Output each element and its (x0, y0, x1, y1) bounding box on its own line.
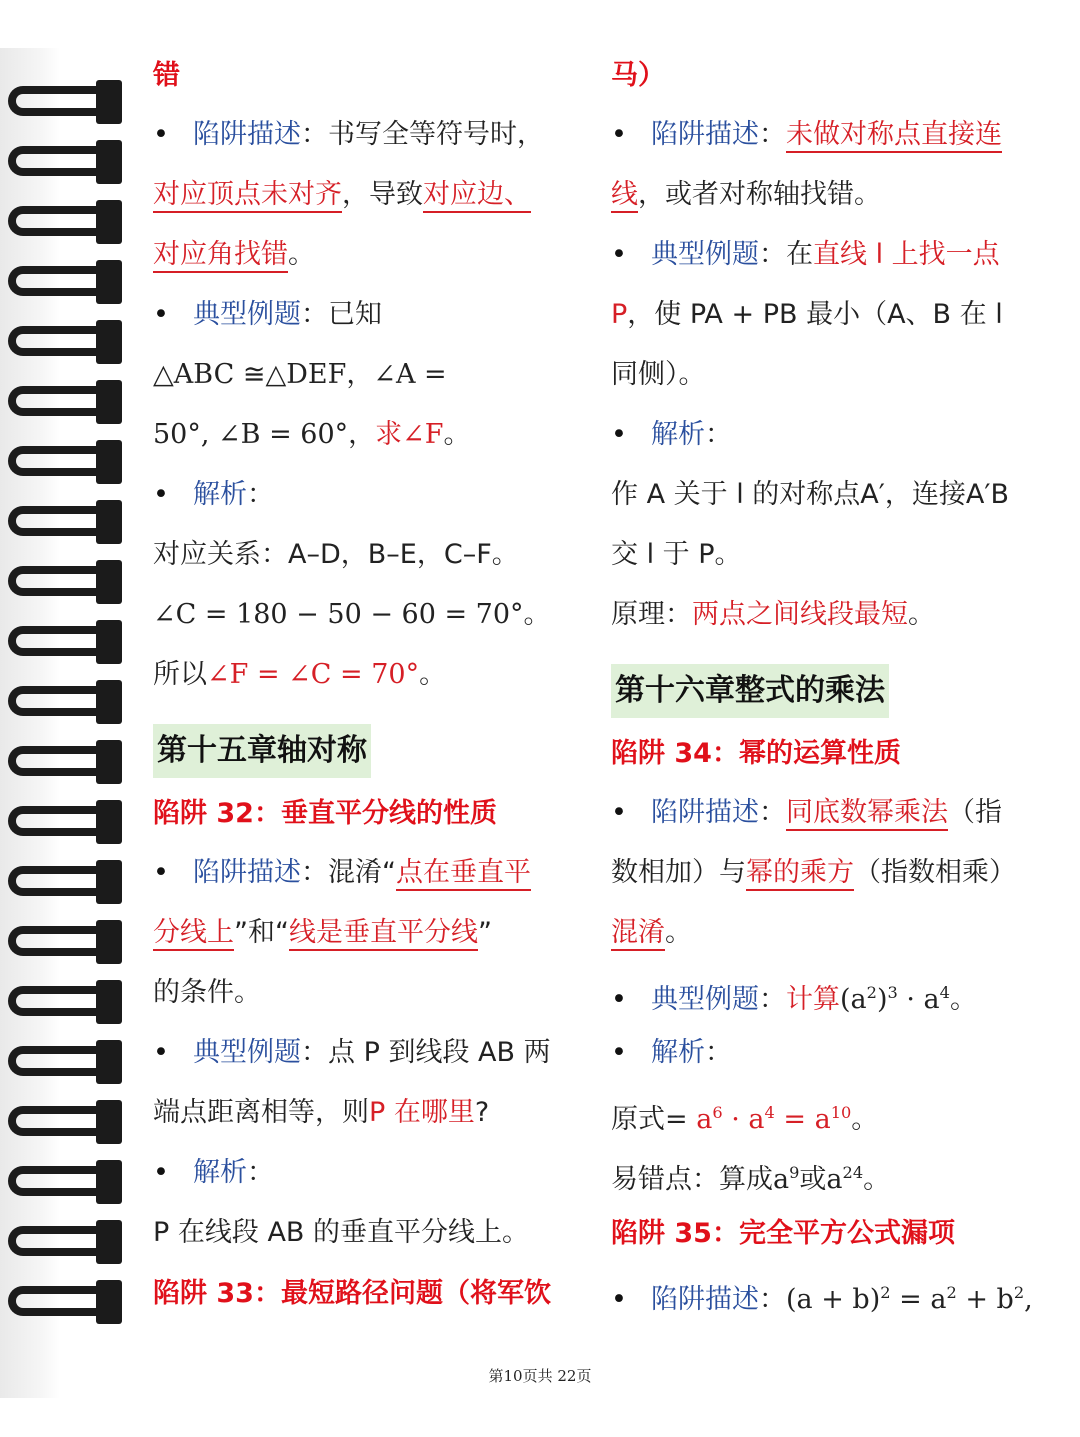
text: （指数相乘） (854, 857, 1016, 888)
page-footer: 第10页共 22页 (488, 1367, 592, 1385)
text: ： (705, 419, 732, 450)
highlight: 两点之间线段最短 (692, 599, 908, 630)
highlight: 对应顶点未对齐 (153, 179, 342, 213)
trap-heading: 陷阱 34：幂的运算性质 (611, 738, 901, 769)
ring-loop (8, 926, 103, 956)
binding-ring (8, 740, 126, 784)
label: 陷阱描述 (651, 1284, 759, 1315)
text: ： (247, 479, 274, 510)
text: , (1024, 1284, 1033, 1315)
text: 端点距离相等，则 (153, 1097, 369, 1128)
ring-loop (8, 1046, 103, 1076)
ring-loop (8, 326, 103, 356)
ring-post (96, 1040, 122, 1084)
binding-ring (8, 1100, 126, 1144)
bullet-line (611, 798, 1051, 828)
ring-post (96, 1160, 122, 1204)
text: 。 (443, 419, 471, 450)
bullet-line (153, 480, 583, 510)
text: 或a (799, 1164, 843, 1195)
highlight: 混淆 (611, 917, 665, 951)
highlight: 直线 l 上找一点 (813, 239, 1000, 270)
ring-loop (8, 806, 103, 836)
trap-heading: 陷阱 32：垂直平分线的性质 (153, 798, 497, 829)
ring-post (96, 1100, 122, 1144)
text: 原式= (611, 1104, 688, 1135)
ring-post (96, 560, 122, 604)
binding-ring (8, 620, 126, 664)
ring-post (96, 440, 122, 484)
binding-ring (8, 440, 126, 484)
text: 易错点：算成a (611, 1164, 790, 1195)
bullet-line (611, 1038, 1051, 1068)
bullet: • (611, 984, 627, 1015)
text: ： (247, 1157, 274, 1188)
math: = a (890, 1284, 947, 1315)
ring-loop (8, 1106, 103, 1136)
text: ：书写全等符号时， (301, 119, 544, 150)
ring-loop (8, 566, 103, 596)
highlight: P (611, 299, 628, 330)
chapter-heading: 第十六章整式的乘法 (611, 664, 889, 718)
ring-loop (8, 86, 103, 116)
binding-ring (8, 920, 126, 964)
highlight: 计算 (786, 984, 840, 1015)
math: 24 (842, 1163, 864, 1182)
binding-ring (8, 260, 126, 304)
text: ： (759, 797, 786, 828)
text-line: 对应关系：A–D，B–E，C–F。 (153, 539, 519, 570)
ring-post (96, 1280, 122, 1324)
text: ” (477, 917, 492, 948)
ring-loop (8, 446, 103, 476)
text: ，或者对称轴找错。 (638, 179, 881, 210)
ring-post (96, 620, 122, 664)
math-line: △ABC ≅△DEF，∠A = (153, 359, 447, 390)
binding-ring (8, 1280, 126, 1324)
bullet: • (611, 797, 627, 828)
bullet: • (153, 1037, 169, 1068)
highlight: 线 (611, 179, 638, 213)
math: 4 (764, 1103, 775, 1122)
highlight: 幂的乘方 (746, 857, 854, 891)
math: · a (722, 1104, 765, 1135)
ring-post (96, 980, 122, 1024)
math: 2 (880, 1283, 891, 1302)
label: 陷阱描述 (193, 857, 301, 888)
label: 典型例题 (651, 984, 759, 1015)
text-line: 交 l 于 P。 (611, 539, 742, 570)
math-line (611, 1158, 1051, 1195)
math: + b (956, 1284, 1014, 1315)
binding-ring (8, 560, 126, 604)
ring-loop (8, 686, 103, 716)
math-line (153, 420, 583, 450)
bullet: • (611, 119, 627, 150)
bullet-line (153, 858, 583, 888)
bullet-line (153, 120, 583, 150)
ring-post (96, 320, 122, 364)
ring-post (96, 860, 122, 904)
math: a (687, 1104, 713, 1135)
highlight: 未做对称点直接连 (786, 119, 1002, 153)
bullet: • (611, 1037, 627, 1068)
highlight: P 在哪里 (369, 1097, 475, 1128)
math: 10 (830, 1103, 852, 1122)
chapter-heading: 第十五章轴对称 (153, 724, 371, 778)
bullet: • (153, 119, 169, 150)
text: 50°, ∠B = 60°， (153, 419, 376, 450)
trap-heading: 陷阱 33：最短路径问题（将军饮 (153, 1278, 551, 1309)
text: ，使 PA + PB 最小（A、B 在 l (627, 299, 1003, 330)
bullet: • (611, 419, 627, 450)
ring-post (96, 740, 122, 784)
bullet-line (611, 240, 1051, 270)
highlight: ∠F = ∠C = 70° (207, 659, 420, 690)
ring-post (96, 260, 122, 304)
text: ”和“ (234, 917, 289, 948)
text: （指 (948, 797, 1002, 828)
binding-ring (8, 800, 126, 844)
text: ：点 P 到线段 AB 两 (301, 1037, 551, 1068)
text-line (611, 600, 1051, 630)
bullet: • (153, 857, 169, 888)
math: 4 (939, 983, 950, 1002)
binding-ring (8, 1220, 126, 1264)
bullet-line (153, 300, 583, 330)
ring-post (96, 80, 122, 124)
bullet-line (611, 120, 1051, 150)
text-line: 的条件。 (153, 977, 261, 1008)
highlight: 对应边、 (423, 179, 531, 213)
ring-post (96, 140, 122, 184)
ring-post (96, 1220, 122, 1264)
label: 解析 (193, 1157, 247, 1188)
math: 6 (712, 1103, 723, 1122)
binding-ring (8, 500, 126, 544)
text: 。 (419, 659, 447, 690)
bullet: • (153, 479, 169, 510)
math: 2 (946, 1283, 957, 1302)
text: 。 (949, 984, 977, 1015)
text: 数相加）与 (611, 857, 746, 888)
text-line (611, 300, 1051, 330)
text-line: 同侧）。 (611, 359, 706, 390)
text-line (611, 858, 1051, 888)
text: 所以 (153, 659, 207, 690)
bullet-line (153, 1158, 583, 1188)
text-line: 马） (611, 60, 665, 91)
label: 解析 (651, 1037, 705, 1068)
label: 陷阱描述 (651, 119, 759, 150)
text-line (153, 240, 583, 270)
math: · a (897, 984, 940, 1015)
text: 。 (665, 917, 692, 948)
ring-loop (8, 506, 103, 536)
text: 。 (863, 1164, 891, 1195)
bullet-line (611, 978, 1051, 1015)
binding-ring (8, 140, 126, 184)
bullet: • (153, 1157, 169, 1188)
highlight: 分线上 (153, 917, 234, 951)
text: 。 (851, 1104, 879, 1135)
label: 典型例题 (651, 239, 759, 270)
highlight: 对应角找错 (153, 239, 288, 273)
text-line (611, 180, 1051, 210)
text: 。 (288, 239, 315, 270)
ring-loop (8, 146, 103, 176)
trap-heading: 陷阱 35：完全平方公式漏项 (611, 1218, 955, 1249)
binding-ring (8, 320, 126, 364)
text-line: 错 (153, 60, 180, 91)
bullet: • (611, 1284, 627, 1315)
bullet-line (153, 1038, 583, 1068)
text-line (153, 1098, 583, 1128)
spiral-binding (0, 48, 135, 1398)
left-column (153, 60, 583, 1338)
text: ：已知 (301, 299, 382, 330)
ring-loop (8, 746, 103, 776)
ring-post (96, 920, 122, 964)
right-column (611, 60, 1051, 1338)
bullet-line (611, 1278, 1051, 1315)
math: ：(a + b) (759, 1284, 881, 1315)
text: ，导致 (342, 179, 423, 210)
text: 。 (908, 599, 935, 630)
math-line (611, 1098, 1051, 1135)
highlight: 同底数幂乘法 (786, 797, 948, 831)
binding-ring (8, 1040, 126, 1084)
label: 典型例题 (193, 1037, 301, 1068)
math: ) (876, 984, 888, 1015)
highlight (688, 1104, 852, 1135)
bullet: • (153, 299, 169, 330)
highlight: 点在垂直平 (396, 857, 531, 891)
ring-post (96, 380, 122, 424)
binding-ring (8, 80, 126, 124)
ring-post (96, 800, 122, 844)
ring-post (96, 500, 122, 544)
ring-loop (8, 1226, 103, 1256)
text: ：在 (759, 239, 813, 270)
ring-loop (8, 986, 103, 1016)
ring-loop (8, 866, 103, 896)
binding-ring (8, 860, 126, 904)
ring-loop (8, 626, 103, 656)
label: 陷阱描述 (193, 119, 301, 150)
text: ? (474, 1097, 490, 1128)
binding-ring (8, 1160, 126, 1204)
ring-loop (8, 1286, 103, 1316)
math: = a (774, 1104, 831, 1135)
math: 2 (1013, 1283, 1025, 1302)
bullet: • (611, 239, 627, 270)
text: 原理： (611, 599, 692, 630)
ring-loop (8, 206, 103, 236)
label: 解析 (651, 419, 705, 450)
text-line: P 在线段 AB 的垂直平分线上。 (153, 1217, 530, 1248)
binding-ring (8, 380, 126, 424)
math: 3 (887, 983, 898, 1002)
math: (a (840, 984, 867, 1015)
label: 陷阱描述 (651, 797, 759, 828)
ring-post (96, 680, 122, 724)
text-line (153, 180, 583, 210)
label: 典型例题 (193, 299, 301, 330)
math-line: ∠C = 180 − 50 − 60 = 70°。 (153, 599, 551, 630)
text-line: 作 A 关于 l 的对称点A′，连接A′B (611, 479, 1010, 510)
math: 2 (866, 983, 877, 1002)
ring-loop (8, 386, 103, 416)
bullet-line (611, 420, 1051, 450)
highlight: 线是垂直平分线 (289, 917, 478, 951)
binding-ring (8, 680, 126, 724)
ring-loop (8, 266, 103, 296)
text: ： (759, 119, 786, 150)
binding-ring (8, 200, 126, 244)
binding-ring (8, 980, 126, 1024)
ring-loop (8, 1166, 103, 1196)
text-line (611, 918, 1051, 948)
text: ： (759, 984, 786, 1015)
text: ： (705, 1037, 732, 1068)
label: 解析 (193, 479, 247, 510)
text: ：混淆“ (301, 857, 396, 888)
math-line (153, 660, 583, 690)
math: 9 (789, 1163, 800, 1182)
text-line (153, 918, 583, 948)
highlight: 求∠F (375, 419, 444, 450)
ring-post (96, 200, 122, 244)
